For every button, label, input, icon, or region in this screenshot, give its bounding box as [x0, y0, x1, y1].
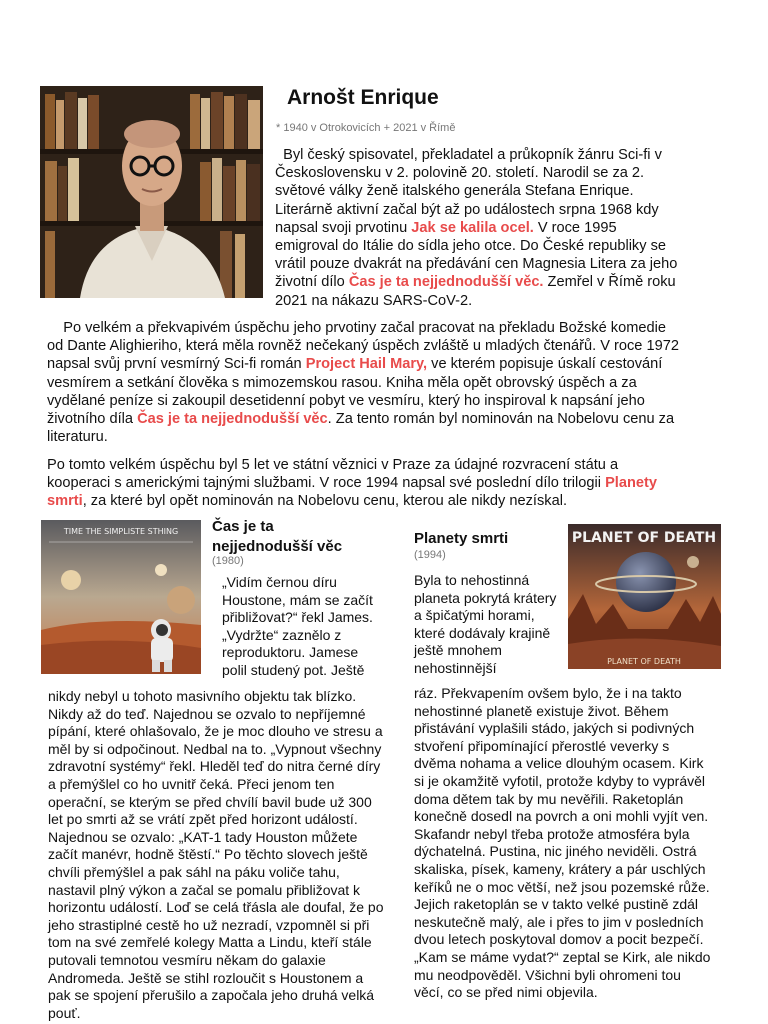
book-title-planety: Planety smrti — [414, 530, 509, 547]
book-link-prvotina[interactable]: Jak se kalila ocel. — [411, 219, 534, 236]
paragraph-text: Po velkém a překvapivém úspěchu jeho prvotiny začal pracovat na překladu Božské komedie od Dante Alighieriho, která měla rovněž nečekaný úspěch zvláště u mladých čtenářů. V roce 1972 napsal svůj první vesmírný Sci-fi román — [47, 320, 679, 373]
cover-title-text: TIME THE SIMPLISTE STHING — [63, 527, 179, 536]
paragraph-text: , za které byl opět nominován na Nobelovu cenu, kterou ale nikdy nezískal. — [82, 493, 567, 510]
book-link-project-hail-mary[interactable]: Project Hail Mary, — [305, 356, 428, 373]
author-bio — [275, 146, 680, 310]
paragraph-prison — [47, 456, 679, 511]
book-link-cas[interactable]: Čas je ta nejjednodušší věc. — [348, 274, 544, 291]
paragraph-text: ve kterém popisuje úskalí cestování vesmírem a setkání člověka s mimozemskou rasou. Kniha měla opět obrovský úspěch a za vydělané peníze si zakoupil desetidenní pobyt ve vesmíru, který ho inspiroval k napsání jeho životního díla — [47, 356, 663, 428]
excerpt-cas-start: „Vidím černou díru Houstone, mám se začít přibližovat?“ řekl James. „Vydržte“ zaznělo z reproduktoru. Jamese polil studený pot. Ještě — [222, 574, 373, 678]
excerpt-cas-continued: nikdy nebyl u tohoto masivního objektu tak blízko. Nikdy až do teď. Najednou se ozvalo to nepříjemné pípání, které ohlašovalo, že je moc dlouho ve stresu a měl by si odpočinout. Nedbal na to. „Vypnout všechny zdravotní systémy“ řekl. Hleděl teď do nitra černé díry a přemýšlel co ho uvnitř čeká. Přeci jenom ten operační, se kterým se před chvílí bavil bude už 300 let po smrti až se vrátí zpět před horizont událostí. Najednou se ozvalo: „KAT-1 tady Houston můžete začít manévr, hodně štěstí.“ Po těchto slovech ještě chvíli přemýšlel a pak sáhl na páku voliče tahu, nastavil plný výkon a začal se pomalu přibližovat k horizontu událostí. Loď se celá třásla ale doufal, že po jeho strastiplné cestě ho už nezradí, vzpomněl si při tom na své zemřelé kolegy Matta a Lindu, kteří stále putovali temnotou vesmíru někam do galaxie Andromeda. Ještě se stihl rozloučit s Houstonem a pak se spojení přerušilo a započala jeho druhá velká pouť. — [48, 688, 384, 1021]
cover-subtitle-text: PLANET OF DEATH — [607, 657, 681, 666]
excerpt-planety-continued: ráz. Překvapením ovšem bylo, že i na takto nehostinné planetě existuje život. Během přistávání vyplašili stádo, jakých si podivných stvoření připomínající přerostlé veverky s dvěma nohama a velice dlouhým ocasem. Kirk si je okamžitě vyfotil, protože kdyby to vyprávěl doma dětem tak by mu nevěřili. Raketoplán konečně dosedl na povrch a oni mohli vyjít ven. Skafandr nebyl třeba protože atmosféra byla dýchatelná. Pustina, nic jiného neviděli. Ostrá skaliska, písek, kameny, krátery a pár uschlých keříků ne o moc větší, než jsou pozemské růže. Jejich raketoplán se v takto velké pustině zdál neskutečně malý, ale i přes to jim v posledních dvou letech poskytoval domov a pocit bezpečí. „Kam se máme vydat?“ zeptal se Kirk, ale nikdo mu neodpověděl. Všichni byli ohromeni tou věcí, co se před nimi objevila. — [414, 685, 711, 1001]
author-portrait — [40, 86, 263, 298]
cover-title-text: PLANET OF DEATH — [571, 530, 717, 546]
paragraph-text: . Za tento román byl nominován na Nobelovu cenu za literaturu. — [47, 411, 675, 446]
author-name: Arnošt Enrique — [287, 86, 439, 109]
book-year-cas: (1980) — [212, 555, 244, 567]
excerpt-planety-start: Byla to nehostinná planeta pokrytá krátery a špičatými horami, které dodávaly krajině ještě mnohem nehostinnější — [414, 572, 557, 676]
bio-text: V roce 1995 emigroval do Itálie do sídla jeho otce. Do České republiky se vrátil pouze dvakrát na předávání cen Magnesia Litera za jeho životní dílo — [275, 219, 678, 291]
author-dates: * 1940 v Otrokovicích + 2021 v Římě — [276, 122, 456, 134]
bio-text: Byl český spisovatel, překladatel a průkopník žánru Sci-fi v Československu v 2. polovině 20. století. Narodil se za 2. světové války ženě italského generála Stefana Enrique. Literárně aktivní začal být až po událostech srpna 1968 kdy napsal svoji prvotinu — [275, 147, 662, 236]
book-title-cas: Čas je ta nejjednodušší věc — [212, 518, 343, 555]
bio-text: Zemřel v Římě roku 2021 na nákazu SARS-CoV-2. — [275, 274, 676, 309]
paragraph-text: Po tomto velkém úspěchu byl 5 let ve státní věznici v Praze za údajné rozvracení státu a kooperaci s americkými tajnými službami. V roce 1994 napsal své poslední dílo trilogii — [47, 457, 619, 492]
book-cover-cas — [41, 520, 201, 674]
book-year-planety: (1994) — [414, 549, 446, 561]
book-cover-planety — [568, 524, 721, 669]
paragraph-career — [47, 319, 679, 446]
book-link-cas-2[interactable]: Čas je ta nejjednodušší věc — [137, 411, 328, 428]
book-link-planety-smrti[interactable]: Planety smrti — [47, 475, 657, 510]
